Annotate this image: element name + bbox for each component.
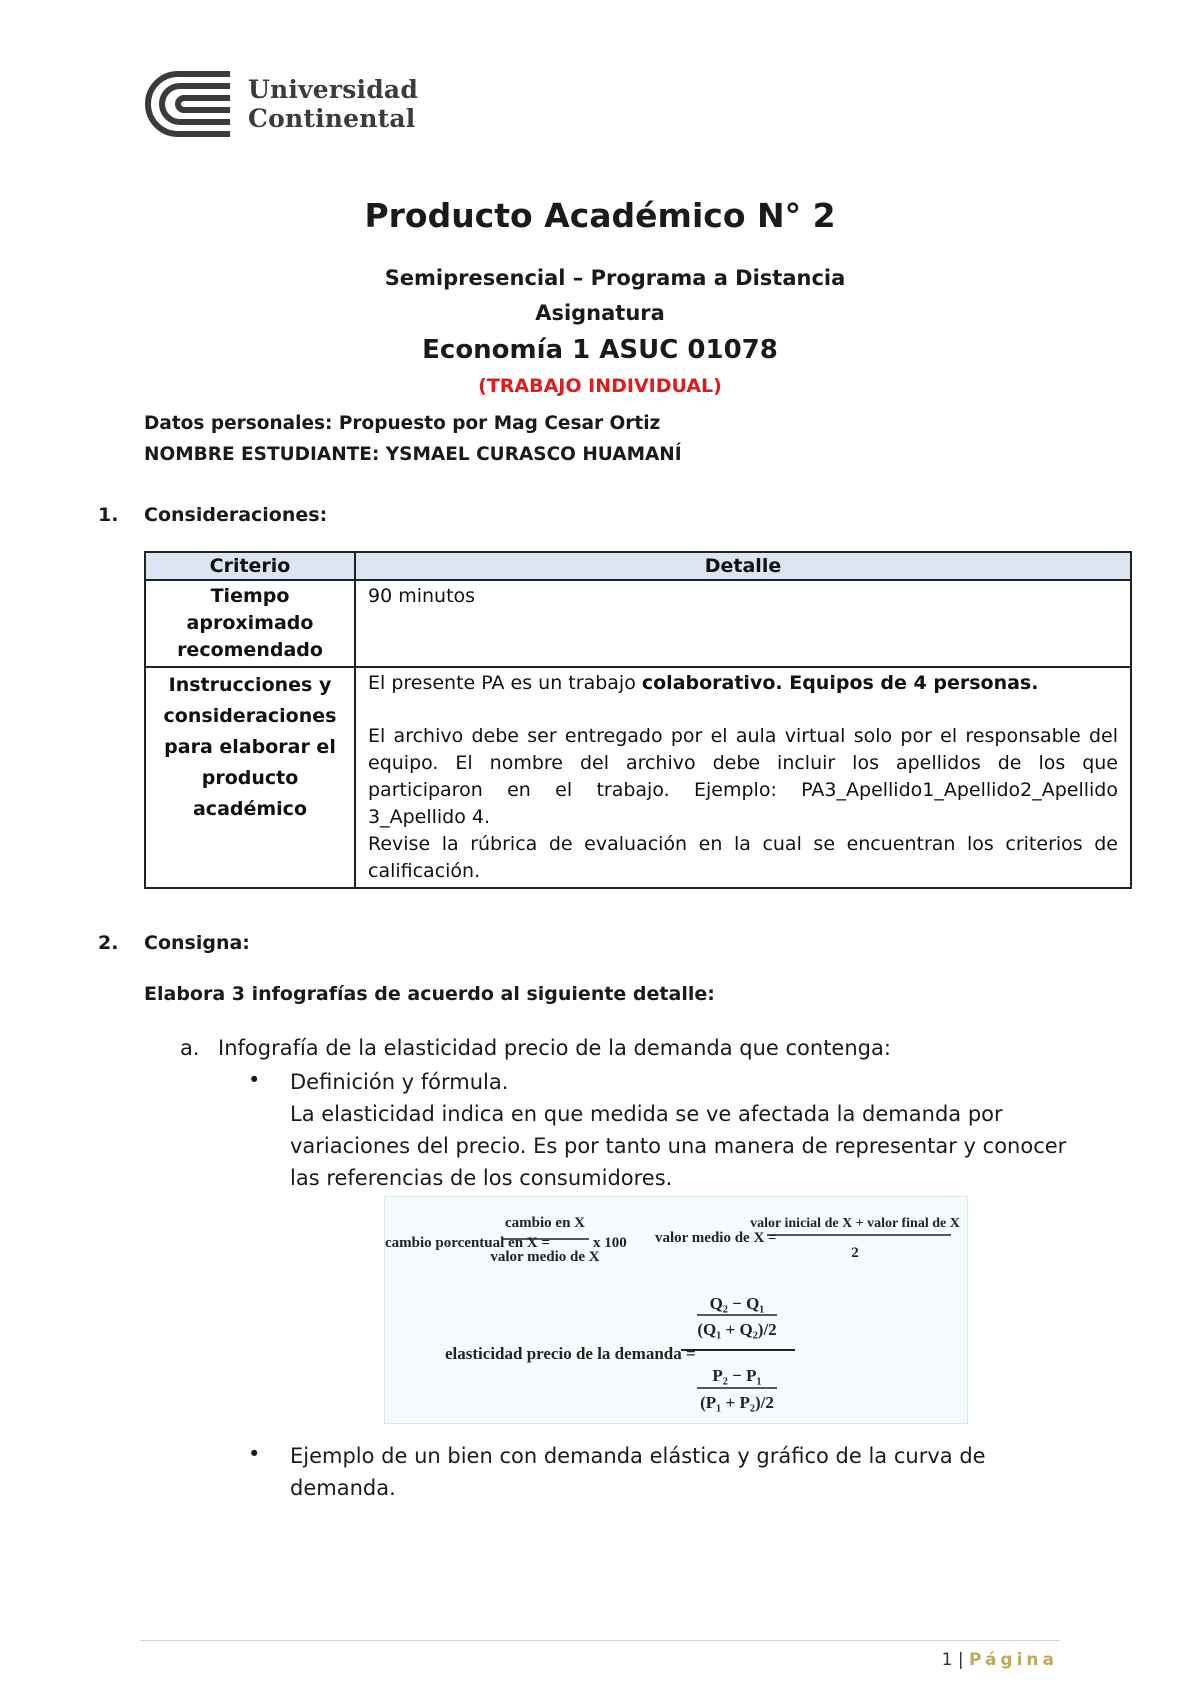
pct-multiplier: x 100 xyxy=(593,1235,627,1251)
bullet-1-body: La elasticidad indica en que medida se ve afectada la demanda por variaciones del precio. Es por tanto una manera de representar y conocer las referencias de los consumidores. xyxy=(290,1102,1067,1190)
subject-label: Asignatura xyxy=(535,301,665,325)
logo-line-1: Universidad xyxy=(248,75,419,104)
document-title: Producto Académico N° 2 xyxy=(364,196,836,235)
table-row xyxy=(145,667,1131,888)
course-name: Economía 1 ASUC 01078 xyxy=(422,335,778,365)
instrucciones-p3: Revise la rúbrica de evaluación en la cual se encuentran los criterios de calificación. xyxy=(368,833,1118,882)
header-criterio: Criterio xyxy=(145,552,355,580)
detalle-tiempo: 90 minutos xyxy=(355,580,1131,667)
section-1-heading xyxy=(98,504,327,526)
continental-c-icon xyxy=(144,70,234,138)
header-detalle: Detalle xyxy=(355,552,1131,580)
p-mean: (P₁ + P₂)/2 xyxy=(700,1393,774,1412)
q-diff: Q₂ − Q₁ xyxy=(709,1294,765,1313)
detalle-instrucciones xyxy=(355,667,1131,888)
work-type-badge: (TRABAJO INDIVIDUAL) xyxy=(478,375,722,397)
page-label: Página xyxy=(968,1650,1058,1670)
page-footer xyxy=(942,1650,1058,1670)
elasticity-lhs: elasticidad precio de la demanda = xyxy=(445,1344,696,1363)
pct-denominator: valor medio de X xyxy=(490,1249,600,1265)
instrucciones-p2: El archivo debe ser entregado por el aula virtual solo por el responsable del equipo. El nombre del archivo debe incluir los apellidos de los que participaron en el trabajo. Ejemplo: PA3_Apellido1_Apellido2_Apellido 3_Apellido 4. xyxy=(368,725,1118,828)
pct-lhs: cambio porcentual en X = xyxy=(385,1235,550,1251)
instrucciones-p1-bold: colaborativo. Equipos de 4 personas. xyxy=(641,672,1039,694)
p-diff: P₂ − P₁ xyxy=(712,1366,762,1385)
bullet-1 xyxy=(290,1066,1090,1194)
section-2-heading xyxy=(98,932,250,954)
assignment-lead: Elabora 3 infografías de acuerdo al siguiente detalle: xyxy=(144,983,715,1005)
bullet-1-title: Definición y fórmula. xyxy=(290,1070,509,1094)
footer-divider xyxy=(140,1640,1060,1641)
item-a-text: Infografía de la elasticidad precio de la demanda que contenga: xyxy=(218,1036,891,1060)
bullet-icon: • xyxy=(248,1068,261,1092)
footer-separator: | xyxy=(957,1650,964,1670)
pct-numerator: cambio en X xyxy=(505,1215,585,1231)
q-mean: (Q₁ + Q₂)/2 xyxy=(697,1320,777,1339)
section-2-title: Consigna: xyxy=(144,932,250,954)
logo-line-2: Continental xyxy=(248,104,416,133)
item-a-label: a. xyxy=(180,1036,200,1060)
mean-numerator: valor inicial de X + valor final de X xyxy=(750,1216,960,1231)
criterio-tiempo: Tiempo aproximado recomendado xyxy=(145,580,355,667)
section-1-title: Consideraciones: xyxy=(144,504,328,526)
university-logo xyxy=(144,70,418,138)
criterio-instrucciones: Instrucciones y consideraciones para elaborar el producto académico xyxy=(145,667,355,888)
personal-data xyxy=(144,408,682,470)
page-number: 1 xyxy=(941,1650,953,1670)
bullet-2: Ejemplo de un bien con demanda elástica y gráfico de la curva de demanda. xyxy=(290,1444,986,1500)
elasticity-formula-figure xyxy=(384,1196,968,1424)
section-2-number: 2. xyxy=(98,932,119,954)
item-a xyxy=(180,1036,891,1060)
modality-subtitle: Semipresencial – Programa a Distancia xyxy=(384,266,846,290)
mean-denominator: 2 xyxy=(851,1245,859,1261)
bullet-icon: • xyxy=(248,1442,261,1466)
section-1-number: 1. xyxy=(98,504,119,526)
student-name-line: NOMBRE ESTUDIANTE: YSMAEL CURASCO HUAMANÍ xyxy=(144,444,682,465)
criteria-table xyxy=(144,551,1132,889)
logo-wordmark xyxy=(248,75,418,133)
proposer-line: Datos personales: Propuesto por Mag Cesar Ortiz xyxy=(144,413,661,434)
instrucciones-p1-text: El presente PA es un trabajo xyxy=(368,672,642,694)
instrucciones-p1 xyxy=(368,670,1118,697)
mean-lhs: valor medio de X = xyxy=(655,1230,777,1246)
table-row xyxy=(145,580,1131,667)
table-header-row xyxy=(145,552,1131,580)
